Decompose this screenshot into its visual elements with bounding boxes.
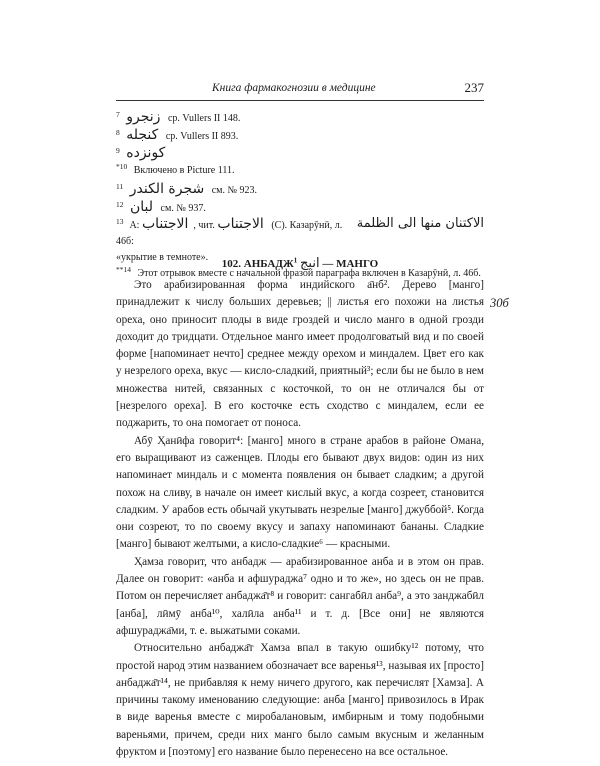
paragraph: Абӯ Ҳанӣфа говорит⁴: [манго] много в стране арабов в районе Омана, его выращивают из саженцев. Плоды его бывают двух видов: один из них напоминает миндаль и с момента появления он бывает сладким; а другой похож на сливу, в начале он имеет кислый вкус, а когда созреет, становится сладким. У арабов есть обычай укутывать незрелые [манго] джуббой⁵. Когда они созреют, то по своему вкусу и запаху напоминают бананы. Сладкие [манго] бывают желтыми, а кисло-сладкие⁶ — красными. — [116, 434, 484, 551]
footnote-13: الاكتنان منها الى الظلمة $^{13}$ A: الاجتناب , чит. الاجتناب (С). Казарӯнӣ, л. 46б: «укрытие в темноте». — [116, 216, 484, 263]
folio-margin-note: 30б — [490, 296, 509, 310]
body-text — [116, 277, 484, 761]
page-number: 237 — [464, 80, 484, 95]
paragraph: Относительно анбаджа̄т Хамза впал в такую ошибку¹² потому, что простой народ этим названием обозначает все варенья¹³, называя их [просто] анбаджа̄т¹⁴, не прибавляя к нему ничего другого, как перечислят [Хамза]. А причины такому именованию следующие: анба [манго] привозилось в Ирак в виде варенья вместе с миробалановым, имбирным и тому подобными вареньями, причем, среди них манго было самым вкусным и желанным фруктом и [поэтому] его название было перенесено на все остальное. — [116, 642, 484, 759]
running-title: Книга фармакогнозии в медицине — [212, 82, 376, 94]
section-heading: 102. АНБАДЖ$^1$ انبج — МАНГО — [221, 256, 379, 271]
footnote-10: $^{*10}$ Включено в Picture 111. — [116, 161, 235, 176]
footnote-7: $^7$ زنجرو ср. Vullers II 148. — [116, 109, 241, 125]
footnote-9: $^9$ كونزده — [116, 145, 166, 161]
running-header — [116, 80, 484, 101]
footnote-13-arabic-quote: الاكتنان منها الى الظلمة — [356, 216, 484, 231]
footnote-12: $^{12}$ لبان см. № 937. — [116, 199, 206, 215]
footnote-8: $^8$ كنجله ср. Vullers II 893. — [116, 127, 239, 143]
paragraph: Это арабизированная форма индийского а̄нб². Дерево [манго] принадлежит к числу больших деревьев; || листья его похожи на листья ореха, оно приносит плоды в виде гроздей и число манго в одной грозди доходит до тридцати. Отдельное манго имеет продолговатый вид и по своей форме [напоминает нечто] среднее между орехом и миндалем. Цвет его как у незрелого ореха, вкус — кисло-сладкий, приятный³; если бы не было в нем множества нитей, связанных с косточкой, то он не отличался бы от [незрелого ореха]. В его косточке есть сходство с миндалем, если ее поджарить, то она помогает от поноса. — [116, 279, 484, 430]
paragraph: Ҳамза говорит, что анбадж — арабизированное анба и в этом он прав. Далее он говорит: «анба и афшураджа⁷ одно и то же», но здесь он не прав. Потом он перечисляет анбаджа̄т⁸ и говорит: сангабӣл анба⁹, а это занджабӣл [анба], лӣмӯ анба¹⁰, халӣла анба¹¹ и т. д. [Все они] не являются афшураджа̄ми, т. е. выжатыми соками. — [116, 555, 484, 637]
footnote-14: $^{**14}$ Этот отрывок вместе с начальной фразой параграфа включен в Казарӯнӣ, л. 46б. — [116, 264, 481, 279]
footnote-11: $^{11}$ شجرة الكندر см. № 923. — [116, 181, 258, 197]
